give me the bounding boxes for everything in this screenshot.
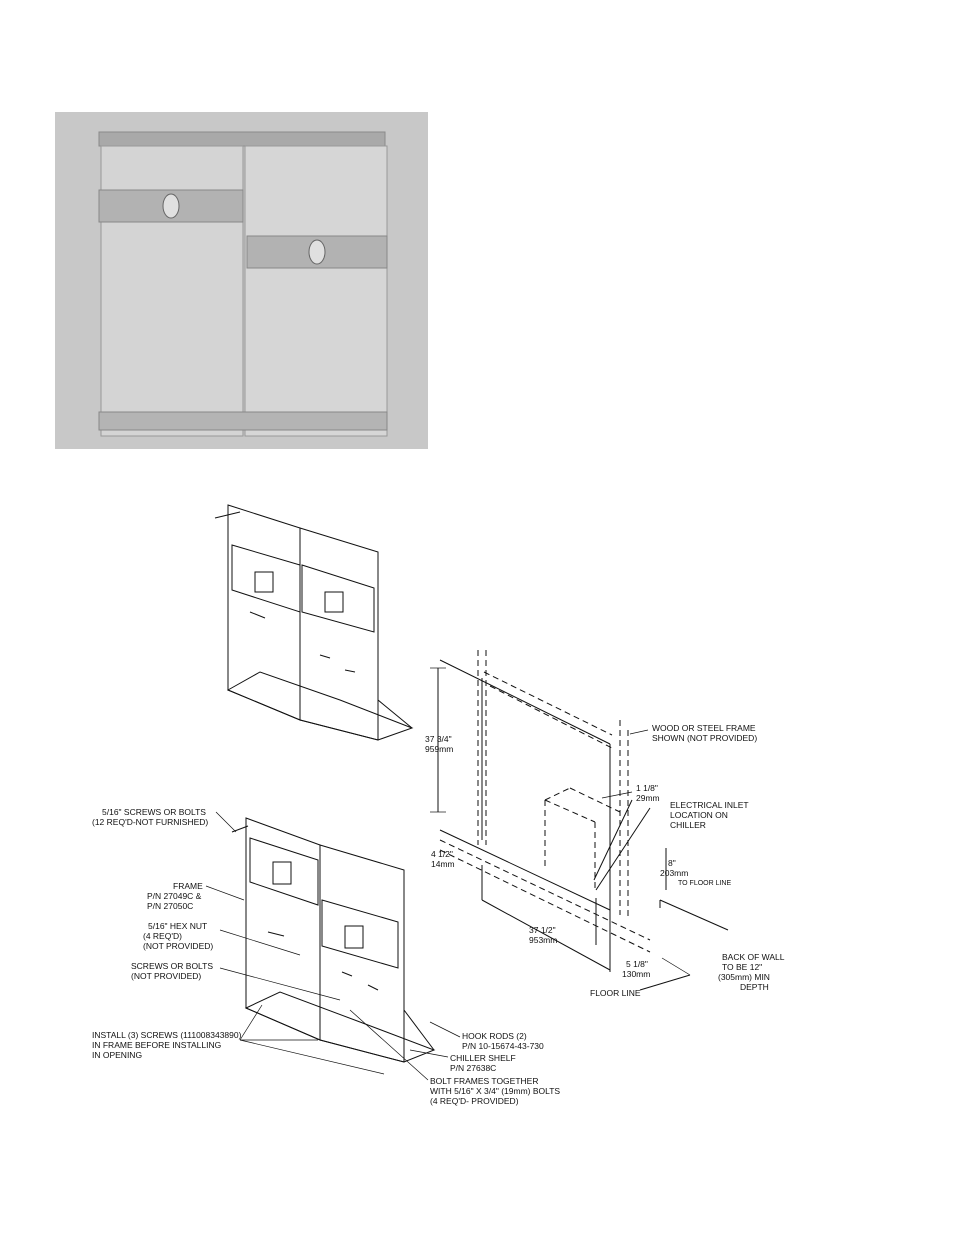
label-to-floor-line: TO FLOOR LINE [678, 880, 732, 887]
label-screws-bolts-2: (NOT PROVIDED) [131, 971, 202, 981]
label-elec-2: LOCATION ON [670, 810, 728, 820]
label-dim-5-1-8-in: 5 1/8" [626, 959, 648, 969]
label-screws-bolts-top-2: (12 REQ'D-NOT FURNISHED) [92, 817, 209, 827]
label-hook-rods: HOOK RODS (2) [462, 1031, 527, 1041]
label-dim-8-mm: 203mm [660, 868, 689, 878]
label-dim-4-1-2-mm: 14mm [431, 859, 455, 869]
label-dim-1-1-8-in: 1 1/8" [636, 783, 658, 793]
label-back-wall-1: BACK OF WALL [722, 952, 785, 962]
label-back-wall-2: TO BE 12" [722, 962, 763, 972]
label-elec-1: ELECTRICAL INLET [670, 800, 749, 810]
label-screws-bolts: SCREWS OR BOLTS [131, 961, 214, 971]
label-bolt-2: WITH 5/16" X 3/4" (19mm) BOLTS [430, 1086, 561, 1096]
label-back-wall-4: DEPTH [740, 982, 769, 992]
label-hook-rods-pn: P/N 10-15674-43-730 [462, 1041, 544, 1051]
label-frame: FRAME [173, 881, 203, 891]
label-install-3: IN OPENING [92, 1050, 143, 1060]
label-dim-1-1-8-mm: 29mm [636, 793, 660, 803]
label-dim-height-mm: 959mm [425, 744, 454, 754]
label-hex-nut: 5/16" HEX NUT [148, 921, 208, 931]
label-install-2: IN FRAME BEFORE INSTALLING [92, 1040, 222, 1050]
label-floor-line: FLOOR LINE [590, 988, 641, 998]
label-dim-height-in: 37 3/4" [425, 734, 452, 744]
label-install-1: INSTALL (3) SCREWS (111008343890) [92, 1030, 242, 1040]
frame-assembly-bottom [232, 818, 434, 1062]
label-hex-nut-3: (NOT PROVIDED) [143, 941, 214, 951]
frame-assembly-top [215, 505, 412, 740]
label-chiller-shelf-pn: P/N 27638C [450, 1063, 497, 1073]
label-bolt-3: (4 REQ'D- PROVIDED) [430, 1096, 519, 1106]
label-wood-frame-2: SHOWN (NOT PROVIDED) [652, 733, 758, 743]
label-dim-37-1-2-in: 37 1/2" [529, 925, 556, 935]
label-hex-nut-2: (4 REQ'D) [143, 931, 182, 941]
label-screws-bolts-top: 5/16" SCREWS OR BOLTS [102, 807, 206, 817]
label-wood-frame-1: WOOD OR STEEL FRAME [652, 723, 756, 733]
label-frame-pn2: P/N 27050C [147, 901, 194, 911]
label-back-wall-3: (305mm) MIN [718, 972, 770, 982]
label-bolt-1: BOLT FRAMES TOGETHER [430, 1076, 539, 1086]
label-dim-37-1-2-mm: 953mm [529, 935, 558, 945]
label-chiller-shelf: CHILLER SHELF [450, 1053, 516, 1063]
label-dim-4-1-2-in: 4 1/2" [431, 849, 453, 859]
label-dim-5-1-8-mm: 130mm [622, 969, 651, 979]
label-dim-8-in: 8" [668, 858, 676, 868]
label-frame-pn1: P/N 27049C & [147, 891, 202, 901]
label-elec-3: CHILLER [670, 820, 706, 830]
